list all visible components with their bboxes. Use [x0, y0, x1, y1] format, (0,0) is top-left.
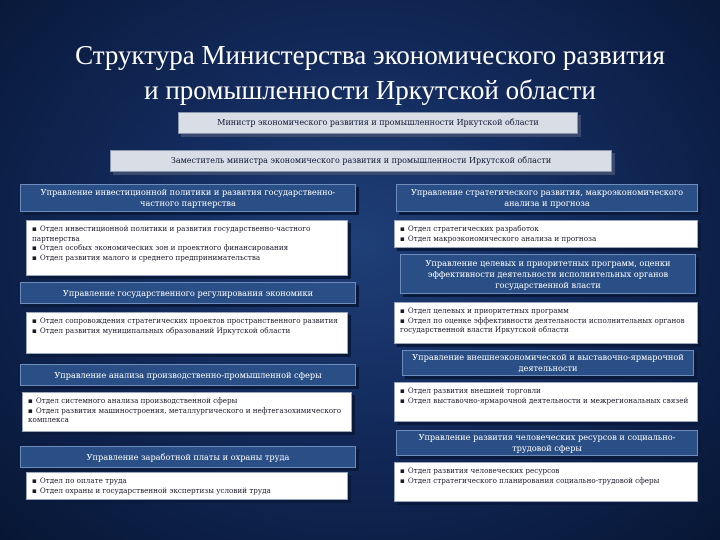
left-dept-2-title: Управление государственного регулирования экономики: [62, 287, 314, 298]
left-dept-4-header: [20, 446, 356, 468]
bullet-icon: ▪: [32, 325, 37, 335]
bullet-icon: ▪: [32, 476, 37, 485]
list-item: ▪ Отдел стратегических разработок: [400, 224, 539, 233]
page-title-line-2: и промышленности Иркутской области: [144, 75, 596, 105]
page-title: [40, 38, 700, 108]
minister-label: Министр экономического развития и промышленности Иркутской области: [217, 118, 539, 127]
bullet-icon: ▪: [400, 306, 405, 315]
left-dept-3-title: Управление анализа производственно-промышленной сферы: [54, 369, 322, 380]
bullet-icon: ▪: [400, 466, 405, 475]
left-dept-2-list: [26, 312, 348, 354]
left-dept-1-title: Управление инвестиционной политики и развития государственно-частного партнерства: [40, 187, 336, 208]
left-dept-4-title: Управление заработной платы и охраны труда: [86, 451, 290, 462]
list-item: ▪ Отдел сопровождения стратегических проектов пространственного развития: [32, 316, 338, 325]
list-item: ▪ Отдел развития малого и среднего предпринимательства: [32, 252, 261, 262]
left-dept-2-header: [20, 282, 356, 304]
bullet-icon: ▪: [32, 485, 37, 495]
bullet-icon: ▪: [400, 224, 405, 233]
right-dept-3-header: [402, 350, 694, 376]
bullet-icon: ▪: [400, 386, 405, 395]
bullet-icon: ▪: [32, 252, 37, 262]
bullet-icon: ▪: [400, 315, 405, 325]
deputy-minister-label: Заместитель министра экономического развития и промышленности Иркутской области: [170, 156, 552, 165]
list-item: ▪ Отдел особых экономических зон и проектного финансирования: [32, 243, 289, 253]
bullet-icon: ▪: [400, 233, 405, 243]
list-item: ▪ Отдел развития муниципальных образований Иркутской области: [32, 325, 291, 335]
bullet-icon: ▪: [32, 224, 37, 233]
right-dept-4-header: [396, 430, 698, 456]
list-item: ▪ Отдел развития машиностроения, металлургического и нефтегазохимического комплекса: [28, 405, 342, 425]
list-item: ▪ Отдел развития внешней торговли: [400, 386, 541, 395]
page-title-line-1: Структура Министерства экономического развития: [75, 40, 665, 70]
bullet-icon: ▪: [32, 243, 37, 253]
list-item: ▪ Отдел системного анализа производственной сферы: [28, 396, 238, 405]
left-dept-3-header: [20, 364, 356, 386]
left-dept-1-list: [26, 220, 348, 276]
left-dept-3-list: [22, 392, 352, 432]
right-dept-2-title: Управление целевых и приоритетных программ, оценки эффективности деятельности исполнительных органов государственной власти: [425, 257, 671, 290]
bullet-icon: ▪: [28, 405, 33, 415]
right-dept-4-title: Управление развития человеческих ресурсов и социально-трудовой сферы: [418, 432, 676, 453]
right-dept-1-title: Управление стратегического развития, макроэкономического анализа и прогноза: [410, 187, 684, 208]
right-dept-3-list: [394, 382, 698, 422]
list-item: ▪ Отдел инвестиционной политики и развития государственно-частного партнерства: [32, 224, 311, 243]
bullet-icon: ▪: [32, 316, 37, 325]
left-dept-1-header: [20, 184, 356, 212]
deputy-minister-box: [110, 150, 612, 172]
bullet-icon: ▪: [400, 395, 405, 405]
right-dept-1-header: [396, 184, 698, 212]
right-dept-1-list: [394, 220, 698, 248]
list-item: ▪ Отдел выставочно-ярмарочной деятельности и межрегиональных связей: [400, 395, 689, 405]
list-item: ▪ Отдел по оценке эффективности деятельности исполнительных органов государственной власти Иркутской области: [400, 315, 685, 335]
bullet-icon: ▪: [28, 396, 33, 405]
right-dept-4-list: [394, 462, 698, 502]
list-item: ▪ Отдел по оплате труда: [32, 476, 127, 485]
list-item: ▪ Отдел стратегического планирования социально-трудовой сферы: [400, 475, 660, 485]
right-dept-3-title: Управление внешнеэкономической и выставочно-ярмарочной деятельности: [412, 352, 684, 373]
right-dept-2-list: [394, 302, 698, 344]
right-dept-2-header: [400, 254, 696, 294]
list-item: ▪ Отдел охраны и государственной экспертизы условий труда: [32, 485, 271, 495]
minister-box: [178, 112, 578, 134]
list-item: ▪ Отдел макроэкономического анализа и прогноза: [400, 233, 597, 243]
list-item: ▪ Отдел целевых и приоритетных программ: [400, 306, 569, 315]
bullet-icon: ▪: [400, 475, 405, 485]
list-item: ▪ Отдел развития человеческих ресурсов: [400, 466, 560, 475]
left-dept-4-list: [26, 472, 348, 500]
